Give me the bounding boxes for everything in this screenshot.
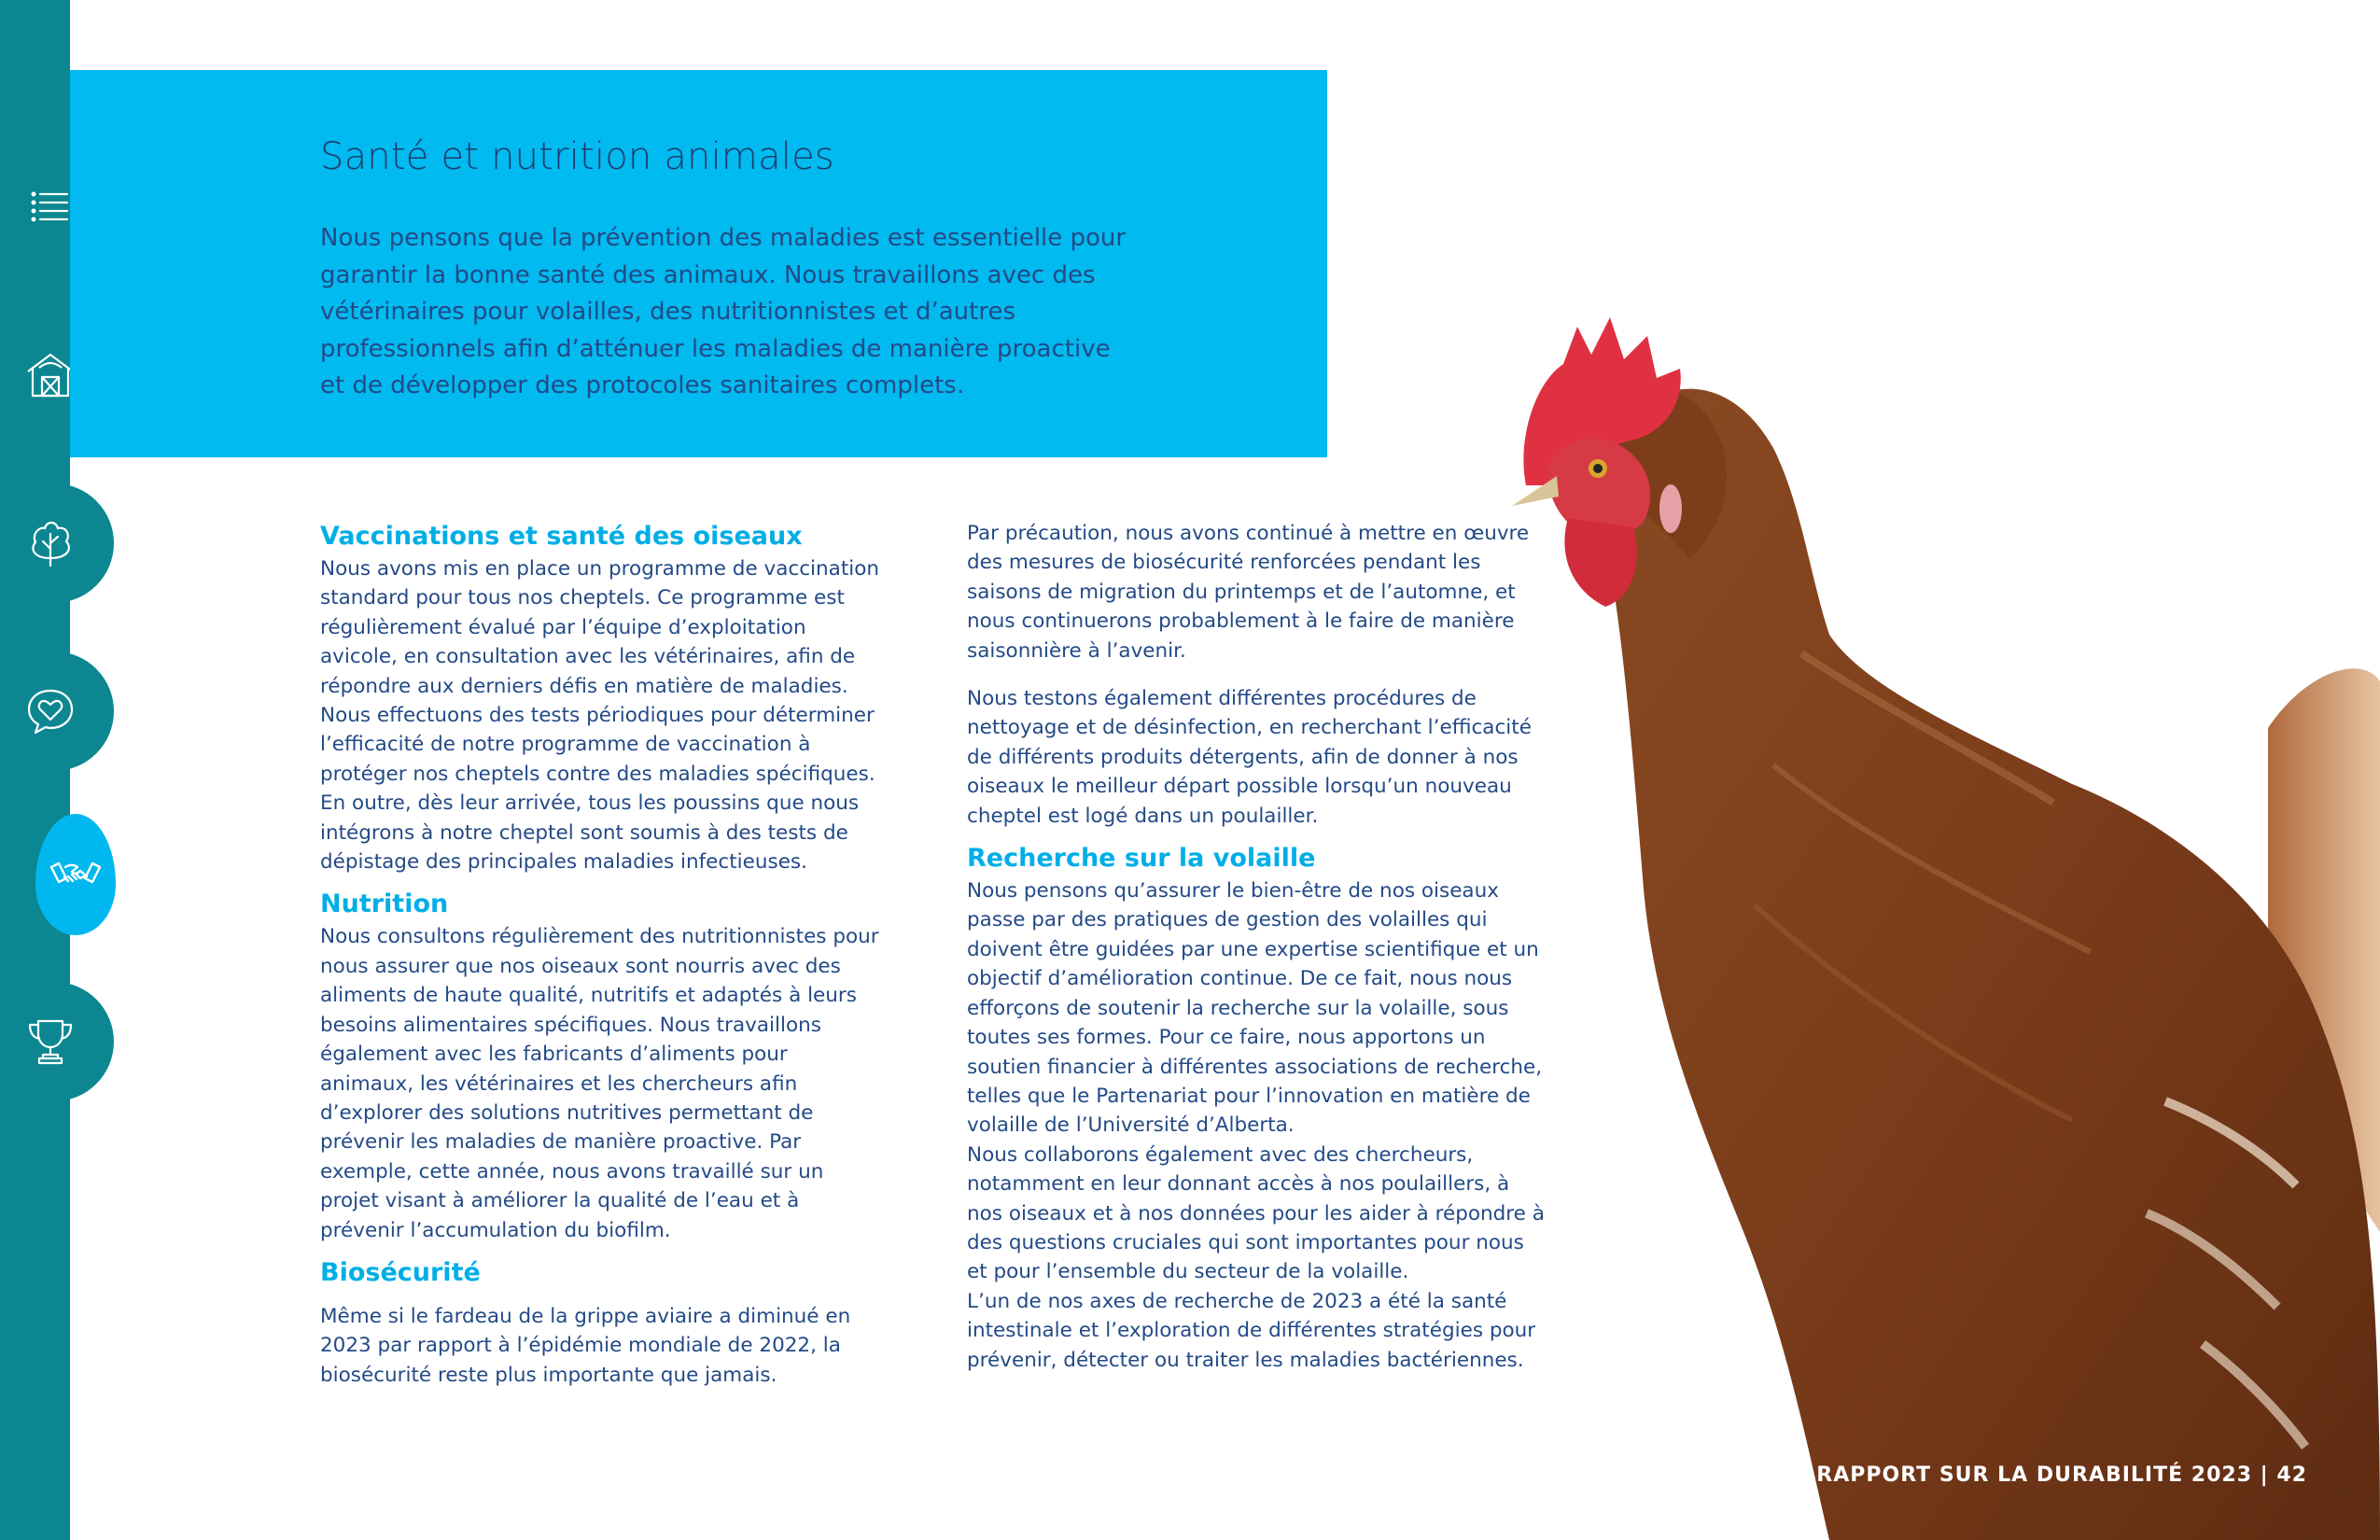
section-heading-biosecurity: Biosécurité xyxy=(320,1257,481,1287)
trophy-icon xyxy=(24,1015,77,1068)
nav-tab-community[interactable] xyxy=(0,651,114,771)
section-heading-research: Recherche sur la volaille xyxy=(967,844,1316,874)
intro-paragraph: Nous pensons que la prévention des maladies est essentielle pour garantir la bonne santé des animaux. Nous travaillons avec des vétérinaires pour volailles, des nutritionnistes et d’autres professionnels afin d’atténuer les maladies de manière proactive et de développer des protocoles sanitaires complets. xyxy=(320,224,1127,399)
biosecurity-paragraph-3: Nous testons également différentes procédures de nettoyage et de désinfection, en recherchant l’efficacité de différents produits détergents, afin de donner à nos oiseaux le meilleur départ possible lorsqu’un nouveau cheptel est logé dans un poulailler. xyxy=(967,687,1532,828)
nav-tab-partnerships[interactable] xyxy=(35,814,116,935)
column-left xyxy=(320,519,880,1390)
section-body-vaccination: Nous avons mis en place un programme de vaccination standard pour tous nos cheptels. Ce programme est régulièrement évalué par l’équipe d’exploitation avicole, en consultation avec les vétérinaires, afin de répondre aux derniers défis en matière de maladies. Nous effectuons des tests périodiques pour déterminer l’efficacité de notre programme de vaccination à protéger nos cheptels contre des maladies spécifiques. En outre, dès leur arrivée, tous les poussins que nous intégrons à notre cheptel sont soumis à des tests de dépistage des principales maladies infectieuses. xyxy=(320,557,880,875)
heart-speech-bubble-icon xyxy=(24,685,77,737)
research-paragraph-2: Nous collaborons également avec des chercheurs, notamment en leur donnant accès à nos poulaillers, à nos oiseaux et à nos données pour les aider à répondre à des questions cruciales qui sont importantes pour nous et pour l’ensemble du secteur de la volaille. xyxy=(967,1142,1545,1284)
barn-icon xyxy=(24,349,77,401)
hen-photo xyxy=(1493,299,2380,1540)
section-heading-vaccination: Vaccinations et santé des oiseaux xyxy=(320,522,803,551)
research-paragraph-1: Nous pensons qu’assurer le bien-être de nos oiseaux passe par des pratiques de gestion des volailles qui doivent être guidées par une expertise scientifique et un objectif d’amélioration continue. De ce fait, nous nous efforçons de soutenir la recherche sur la volaille, sous toutes ses formes. Pour ce faire, nous apportons un soutien financier à différentes associations de recherche, telles que le Partenariat pour l’innovation en matière de volaille de l’Université d’Alberta. xyxy=(967,879,1543,1138)
handshake-icon xyxy=(49,848,102,901)
column-right xyxy=(967,519,1546,1375)
biosecurity-paragraph-2: Par précaution, nous avons continué à mettre en œuvre des mesures de biosécurité renforcées pendant les saisons de migration du printemps et de l’automne, et nous continuerons probablement à le faire de manière saisonnière à l’avenir. xyxy=(967,522,1530,663)
page-title: Santé et nutrition animales xyxy=(320,135,834,178)
tree-icon xyxy=(24,517,77,569)
section-body-biosecurity: Même si le fardeau de la grippe aviaire a diminué en 2023 par rapport à l’épidémie mondiale de 2022, la biosécurité reste plus importante que jamais. xyxy=(320,1304,851,1387)
research-paragraph-3: L’un de nos axes de recherche de 2023 a été la santé intestinale et l’exploration de différentes stratégies pour prévenir, détecter ou traiter les maladies bactériennes. xyxy=(967,1289,1536,1372)
nav-tab-achievements[interactable] xyxy=(0,982,114,1101)
nav-tab-environment[interactable] xyxy=(0,483,114,603)
list-icon xyxy=(24,181,77,233)
page-footer: RAPPORT SUR LA DURABILITÉ 2023 | 42 xyxy=(1816,1463,2307,1487)
section-heading-nutrition: Nutrition xyxy=(320,889,449,919)
section-body-nutrition: Nous consultons régulièrement des nutritionnistes pour nous assurer que nos oiseaux sont nourris avec des aliments de haute qualité, nutritifs et adaptés à leurs besoins alimentaires spécifiques. Nous travaillons également avec les fabricants d’aliments pour animaux, les vétérinaires et les chercheurs afin d’explorer des solutions nutritives permettant de prévenir les maladies de manière proactive. Par exemple, cette année, nous avons travaillé sur un projet visant à améliorer la qualité de l’eau et à prévenir l’accumulation du biofilm. xyxy=(320,925,879,1242)
